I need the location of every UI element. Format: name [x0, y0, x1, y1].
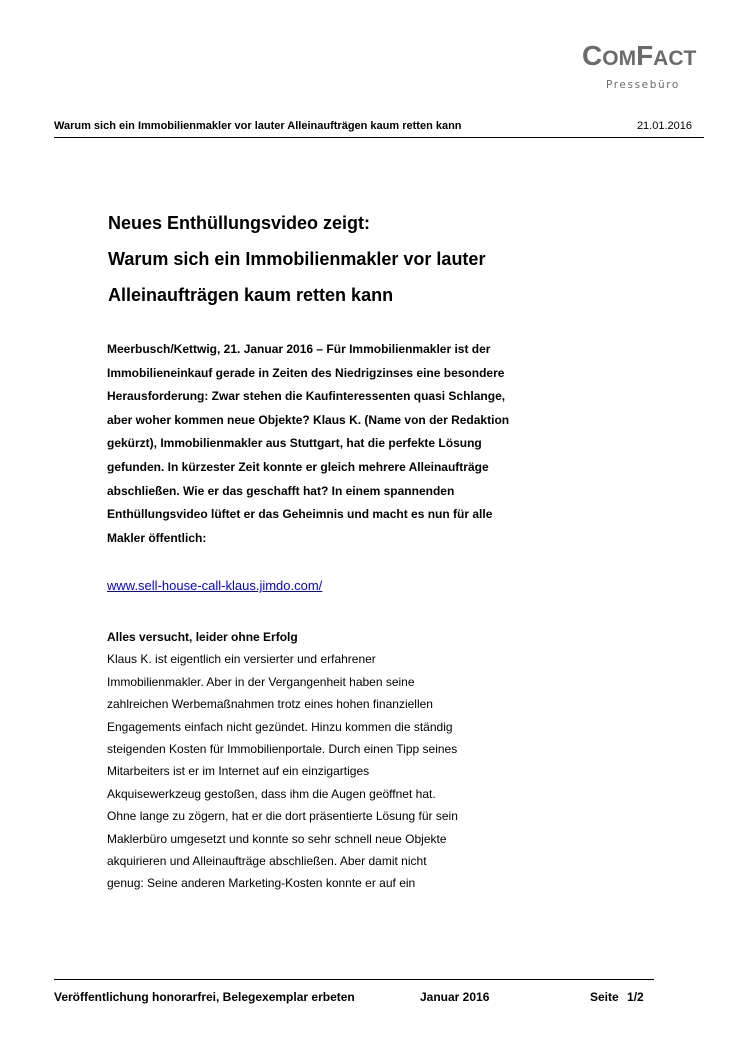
body-line: Engagements einfach nicht gezündet. Hinzu kommen die ständig [107, 719, 453, 734]
lead-line: Meerbusch/Kettwig, 21. Januar 2016 – Für Immobilienmakler ist der [107, 342, 491, 356]
body-section [107, 626, 627, 895]
body-line: genug: Seine anderen Marketing-Kosten konnte er auf ein [107, 876, 416, 891]
headline-line: Alleinaufträgen kaum retten kann [108, 285, 394, 305]
body-line: Maklerbüro umgesetzt und konnte so sehr schnell neue Objekte [107, 831, 447, 846]
lead-line: Immobilieneinkauf gerade in Zeiten des Niedrigzinses eine besondere [107, 365, 505, 380]
lead-line: aber woher kommen neue Objekte? Klaus K. (Name von der Redaktion [107, 412, 510, 427]
lead-line: Enthüllungsvideo lüftet er das Geheimnis und macht es nun für alle [107, 507, 493, 522]
logo-letters-om: OM [602, 47, 637, 70]
body-line: Ohne lange zu zögern, hat er die dort präsentierte Lösung für sein [107, 809, 458, 824]
body-line: Klaus K. ist eigentlich ein versierter und erfahrener [107, 652, 376, 667]
logo-subtitle: Pressebüro [606, 79, 680, 91]
body-line: steigenden Kosten für Immobilienportale. Durch einen Tipp seines [107, 742, 458, 757]
comfact-logo [582, 40, 702, 100]
lead-line: abschließen. Wie er das geschafft hat? In einem spannenden [107, 483, 455, 498]
body-line: Akquisewerkzeug gestoßen, dass ihm die Augen geöffnet hat. [107, 786, 436, 801]
section-heading: Alles versucht, leider ohne Erfolg [107, 630, 298, 644]
headline-line: Neues Enthüllungsvideo zeigt: [108, 213, 371, 233]
logo-letter-f: F [636, 40, 654, 71]
header-divider [54, 137, 704, 138]
body-line: akquirieren und Alleinaufträge abschließen. Aber damit nicht [107, 854, 427, 869]
lead-line: gefunden. In kürzester Zeit konnte er gleich mehrere Alleinaufträge [107, 459, 489, 474]
headline-line: Warum sich ein Immobilienmakler vor lauter [108, 249, 486, 269]
website-link[interactable]: www.sell-house-call-klaus.jimdo.com/ [107, 578, 323, 593]
body-line: Immobilienmakler. Aber in der Vergangenheit haben seine [107, 674, 415, 689]
logo-letter-c: C [582, 40, 603, 71]
lead-line: Makler öffentlich: [107, 530, 207, 545]
header-title: Warum sich ein Immobilienmakler vor lauter Alleinaufträgen kaum retten kann [54, 120, 462, 132]
lead-line: gekürzt), Immobilienmakler aus Stuttgart, hat die perfekte Lösung [107, 436, 482, 451]
body-line: zahlreichen Werbemaßnahmen trotz eines hohen finanziellen [107, 697, 433, 712]
header-date: 21.01.2016 [636, 120, 692, 132]
logo-wordmark [582, 40, 696, 72]
document-header [54, 118, 704, 136]
body-line: Mitarbeiters ist er im Internet auf ein einzigartiges [107, 764, 370, 779]
headline [108, 205, 668, 313]
footer-divider [54, 979, 654, 980]
lead-paragraph [107, 338, 627, 550]
footer-date: Januar 2016 [420, 990, 490, 1004]
footer-note: Veröffentlichung honorarfrei, Belegexemplar erbeten [54, 990, 355, 1004]
lead-line: Herausforderung: Zwar stehen die Kaufinteressenten quasi Schlange, [107, 389, 506, 404]
document-footer [54, 990, 666, 1008]
page-number: Seite 1/2 [590, 990, 644, 1004]
logo-letters-act: ACT [653, 47, 697, 70]
